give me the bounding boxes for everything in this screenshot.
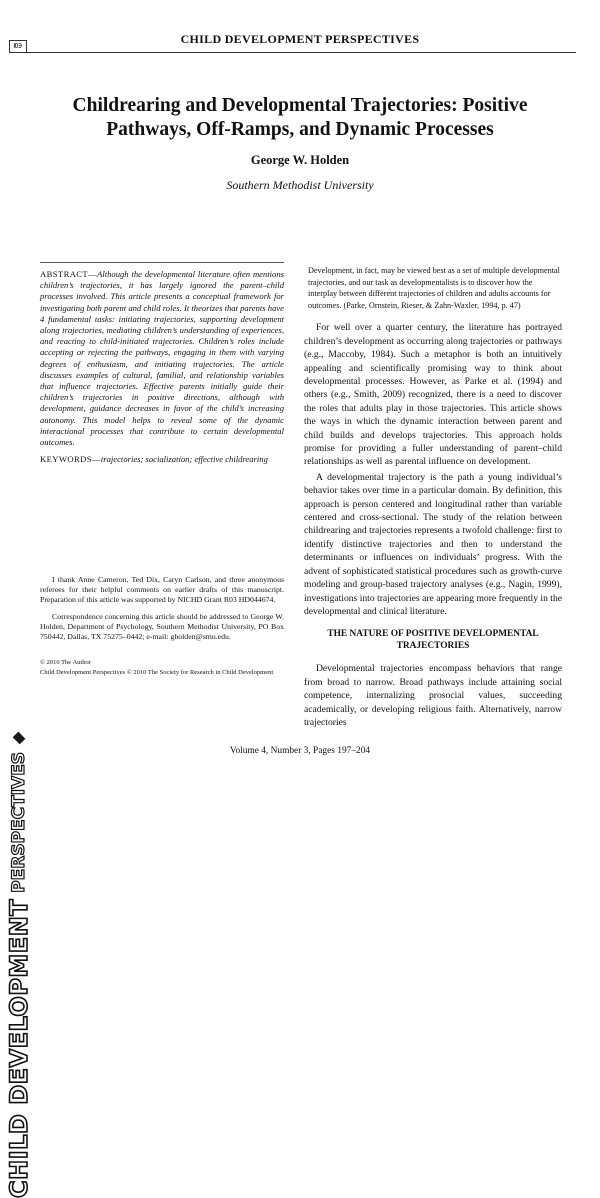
diamond-icon (13, 732, 26, 745)
keywords-label: KEYWORDS— (40, 454, 101, 465)
author-affiliation: Southern Methodist University (226, 178, 374, 192)
journal-header: CHILD DEVELOPMENT PERSPECTIVES (180, 32, 420, 46)
footnotes (40, 575, 284, 649)
copyright-author: © 2010 The Author (40, 659, 91, 666)
banner-subtitle: PERSPECTIVES (9, 751, 29, 893)
abstract (40, 269, 284, 448)
page-footer: Volume 4, Number 3, Pages 197–204 (229, 746, 371, 756)
abstract-label: ABSTRACT— (40, 269, 98, 279)
epigraph-quote: Development, in fact, may be viewed best as a set of multiple developmental trajectories, and our task as developmentalists is to discover how the interplay between different trajectories of children and adults accounts for outcomes. (Parke, Ornstein, Rieser, & Zahn-Waxler, 1994, p. 47) (308, 266, 560, 310)
abstract-text: Although the developmental literature often mentions children’s trajectories, it has largely ignored the parent–child processes involved. This article presents a conceptual framework for investigating both parent and child roles. It theorizes that parents have 4 fundamental tasks: initiating trajectories, supporting development along trajectories, mediating children’s understanding of experiences, and reacting to child-initiated trajectories. Children’s roles include accepting or rejecting the pathways, engaging in them with varying degrees of enthusiasm, and initiating trajectories. The article discusses examples of cultural, familial, and relationship variables that influence trajectories. Effective parents initially guide their children’s trajectories in positive directions, although with development, guidance decreases in favor of the child’s increasing autonomy. This model helps to reveal some of the dynamic interactional processes that contribute to certain developmental outcomes. (40, 269, 284, 448)
banner-title: CHILD DEVELOPMENT (5, 898, 33, 1198)
abstract-section (40, 262, 284, 465)
body-paragraph-3: Developmental trajectories encompass behaviors that range from broad to narrow. Broad pathways include attaining social competence, internalizing prosocial values, succeeding academically, or developing religious faith. Alternatively, narrow trajectories (304, 663, 562, 728)
keywords-text: trajectories; socialization; effective childrearing (100, 454, 268, 465)
section-heading: THE NATURE OF POSITIVE DEVELOPMENTAL TRAJECTORIES (327, 629, 539, 652)
journal-corner-mark: ЮЭ (9, 40, 27, 53)
body-paragraph-2: A developmental trajectory is the path a young individual’s behavior takes over time in a particular domain. By definition, this approach is person centered and longitudinal rather than variable centered and cross-sectional. The study of the relation between childrearing and trajectories represents a twofold challenge: first to identify distinctive trajectories and then to understand the determinants or influences on individuals’ progress. With the advent of sophisticated statistical procedures such as growth-curve modeling and group-based trajectory analyses (e.g., Nagin, 1999), investigations into trajectories are appearing more frequently in the developmental and clinical literature. (304, 471, 562, 617)
acknowledgment-note: I thank Anne Cameron, Ted Dix, Caryn Carlson, and three anonymous referees for their helpful comments on earlier drafts of this manuscript. Preparation of this article was supported by NICHD Grant R03 HD044674. (40, 575, 284, 604)
journal-side-banner (2, 300, 34, 1198)
paper-title: Childrearing and Developmental Trajectories: Positive Pathways, Off-Ramps, and Dynamic Processes (72, 95, 528, 140)
keywords (40, 454, 284, 465)
copyright-society: Child Development Perspectives © 2010 The Society for Research in Child Development (40, 669, 274, 676)
author-name: George W. Holden (250, 153, 350, 167)
correspondence-note: Correspondence concerning this article should be addressed to George W. Holden, Department of Psychology, Southern Methodist University, PO Box 750442, Dallas, TX 75275–0442; e-mail: gholden@smu.edu. (40, 612, 284, 641)
body-column (304, 265, 562, 729)
header-divider (24, 52, 576, 53)
body-paragraph-1: For well over a quarter century, the literature has portrayed children’s development as occurring along trajectories or pathways (e.g., Maccoby, 1984). Such a metaphor is both an intuitively appealing and scientifically promising way to think about developmental processes. However, as Parke et al. (1994) and others (e.g., Smith, 2009) recognized, there is a need to discover the roles that adults play in those trajectories. This article shows the ways in which the dynamic interaction between parent and child builds and develops trajectories. This approach holds promise for providing a fuller understanding of parent–child relationships as well as parental influence on development. (304, 322, 562, 468)
